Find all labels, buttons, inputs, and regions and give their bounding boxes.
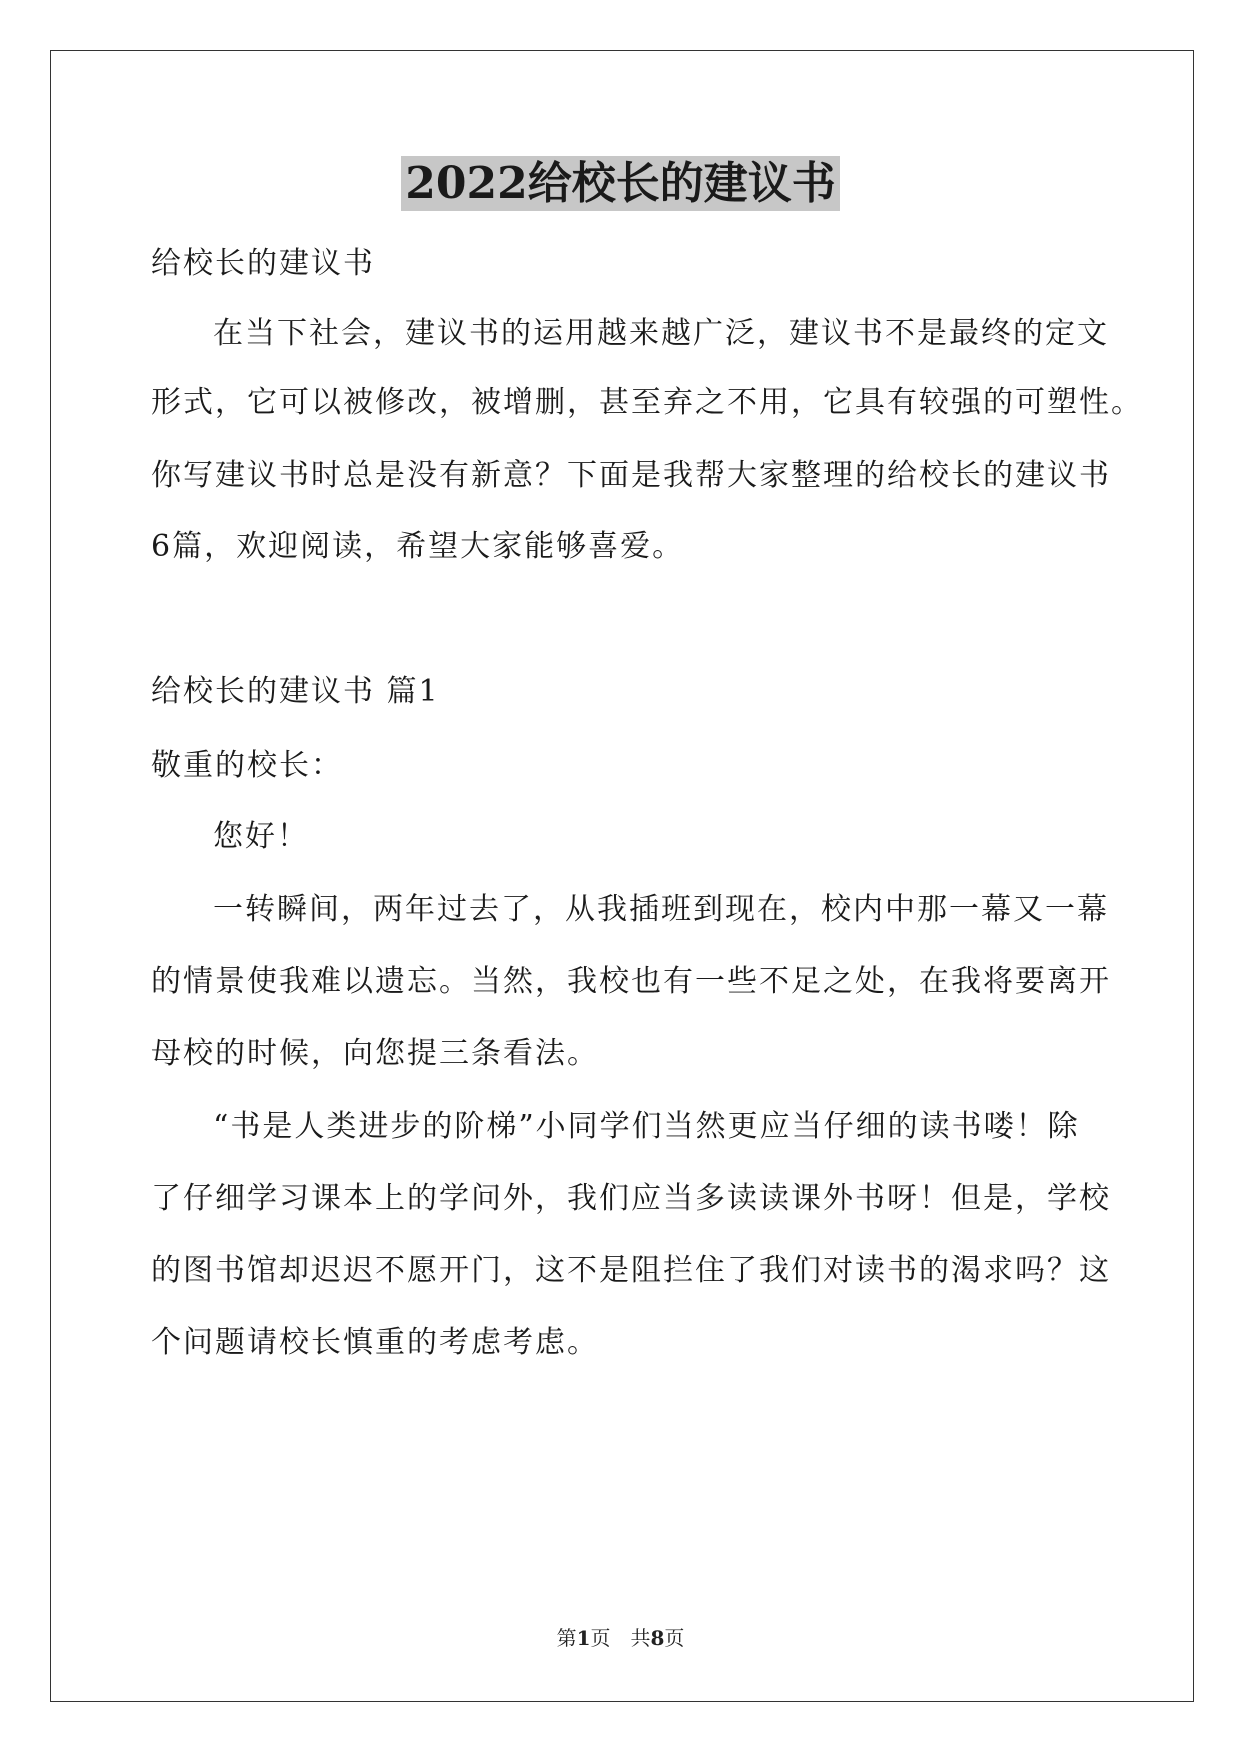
paragraph-line: 了仔细学习课本上的学问外，我们应当多读读课外书呀！但是，学校	[151, 1181, 1111, 1216]
page-prefix: 第	[556, 1626, 577, 1650]
paragraph-line: “书是人类进步的阶梯”小同学们当然更应当仔细的读书喽！除	[213, 1109, 1080, 1144]
page-footer	[0, 1624, 1241, 1652]
page-mid: 页 共	[590, 1626, 651, 1650]
greeting: 您好！	[213, 819, 309, 854]
intro-line: 你写建议书时总是没有新意？下面是我帮大家整理的给校长的建议书	[151, 458, 1111, 493]
salutation: 敬重的校长：	[151, 748, 343, 783]
page-total: 8	[650, 1626, 665, 1650]
intro-line: 形式，它可以被修改，被增删，甚至弃之不用，它具有较强的可塑性。	[151, 385, 1143, 420]
document-title-text: 2022给校长的建议书	[401, 156, 839, 211]
document-title	[0, 156, 1241, 212]
intro-line: 在当下社会，建议书的运用越来越广泛，建议书不是最终的定文	[213, 316, 1109, 351]
paragraph-line: 的图书馆却迟迟不愿开门，这不是阻拦住了我们对读书的渴求吗？这	[151, 1253, 1111, 1288]
page-border	[50, 50, 1194, 1702]
document-subtitle: 给校长的建议书	[151, 246, 375, 281]
paragraph-line: 个问题请校长慎重的考虑考虑。	[151, 1325, 599, 1360]
paragraph-line: 一转瞬间，两年过去了，从我插班到现在，校内中那一幕又一幕	[213, 892, 1109, 927]
paragraph-line: 的情景使我难以遗忘。当然，我校也有一些不足之处，在我将要离开	[151, 964, 1111, 999]
paragraph-line: 母校的时候，向您提三条看法。	[151, 1036, 599, 1071]
intro-line: 6篇，欢迎阅读，希望大家能够喜爱。	[151, 529, 685, 564]
section-heading: 给校长的建议书 篇1	[151, 674, 440, 709]
page-current: 1	[576, 1626, 591, 1650]
page-suffix: 页	[664, 1626, 685, 1650]
